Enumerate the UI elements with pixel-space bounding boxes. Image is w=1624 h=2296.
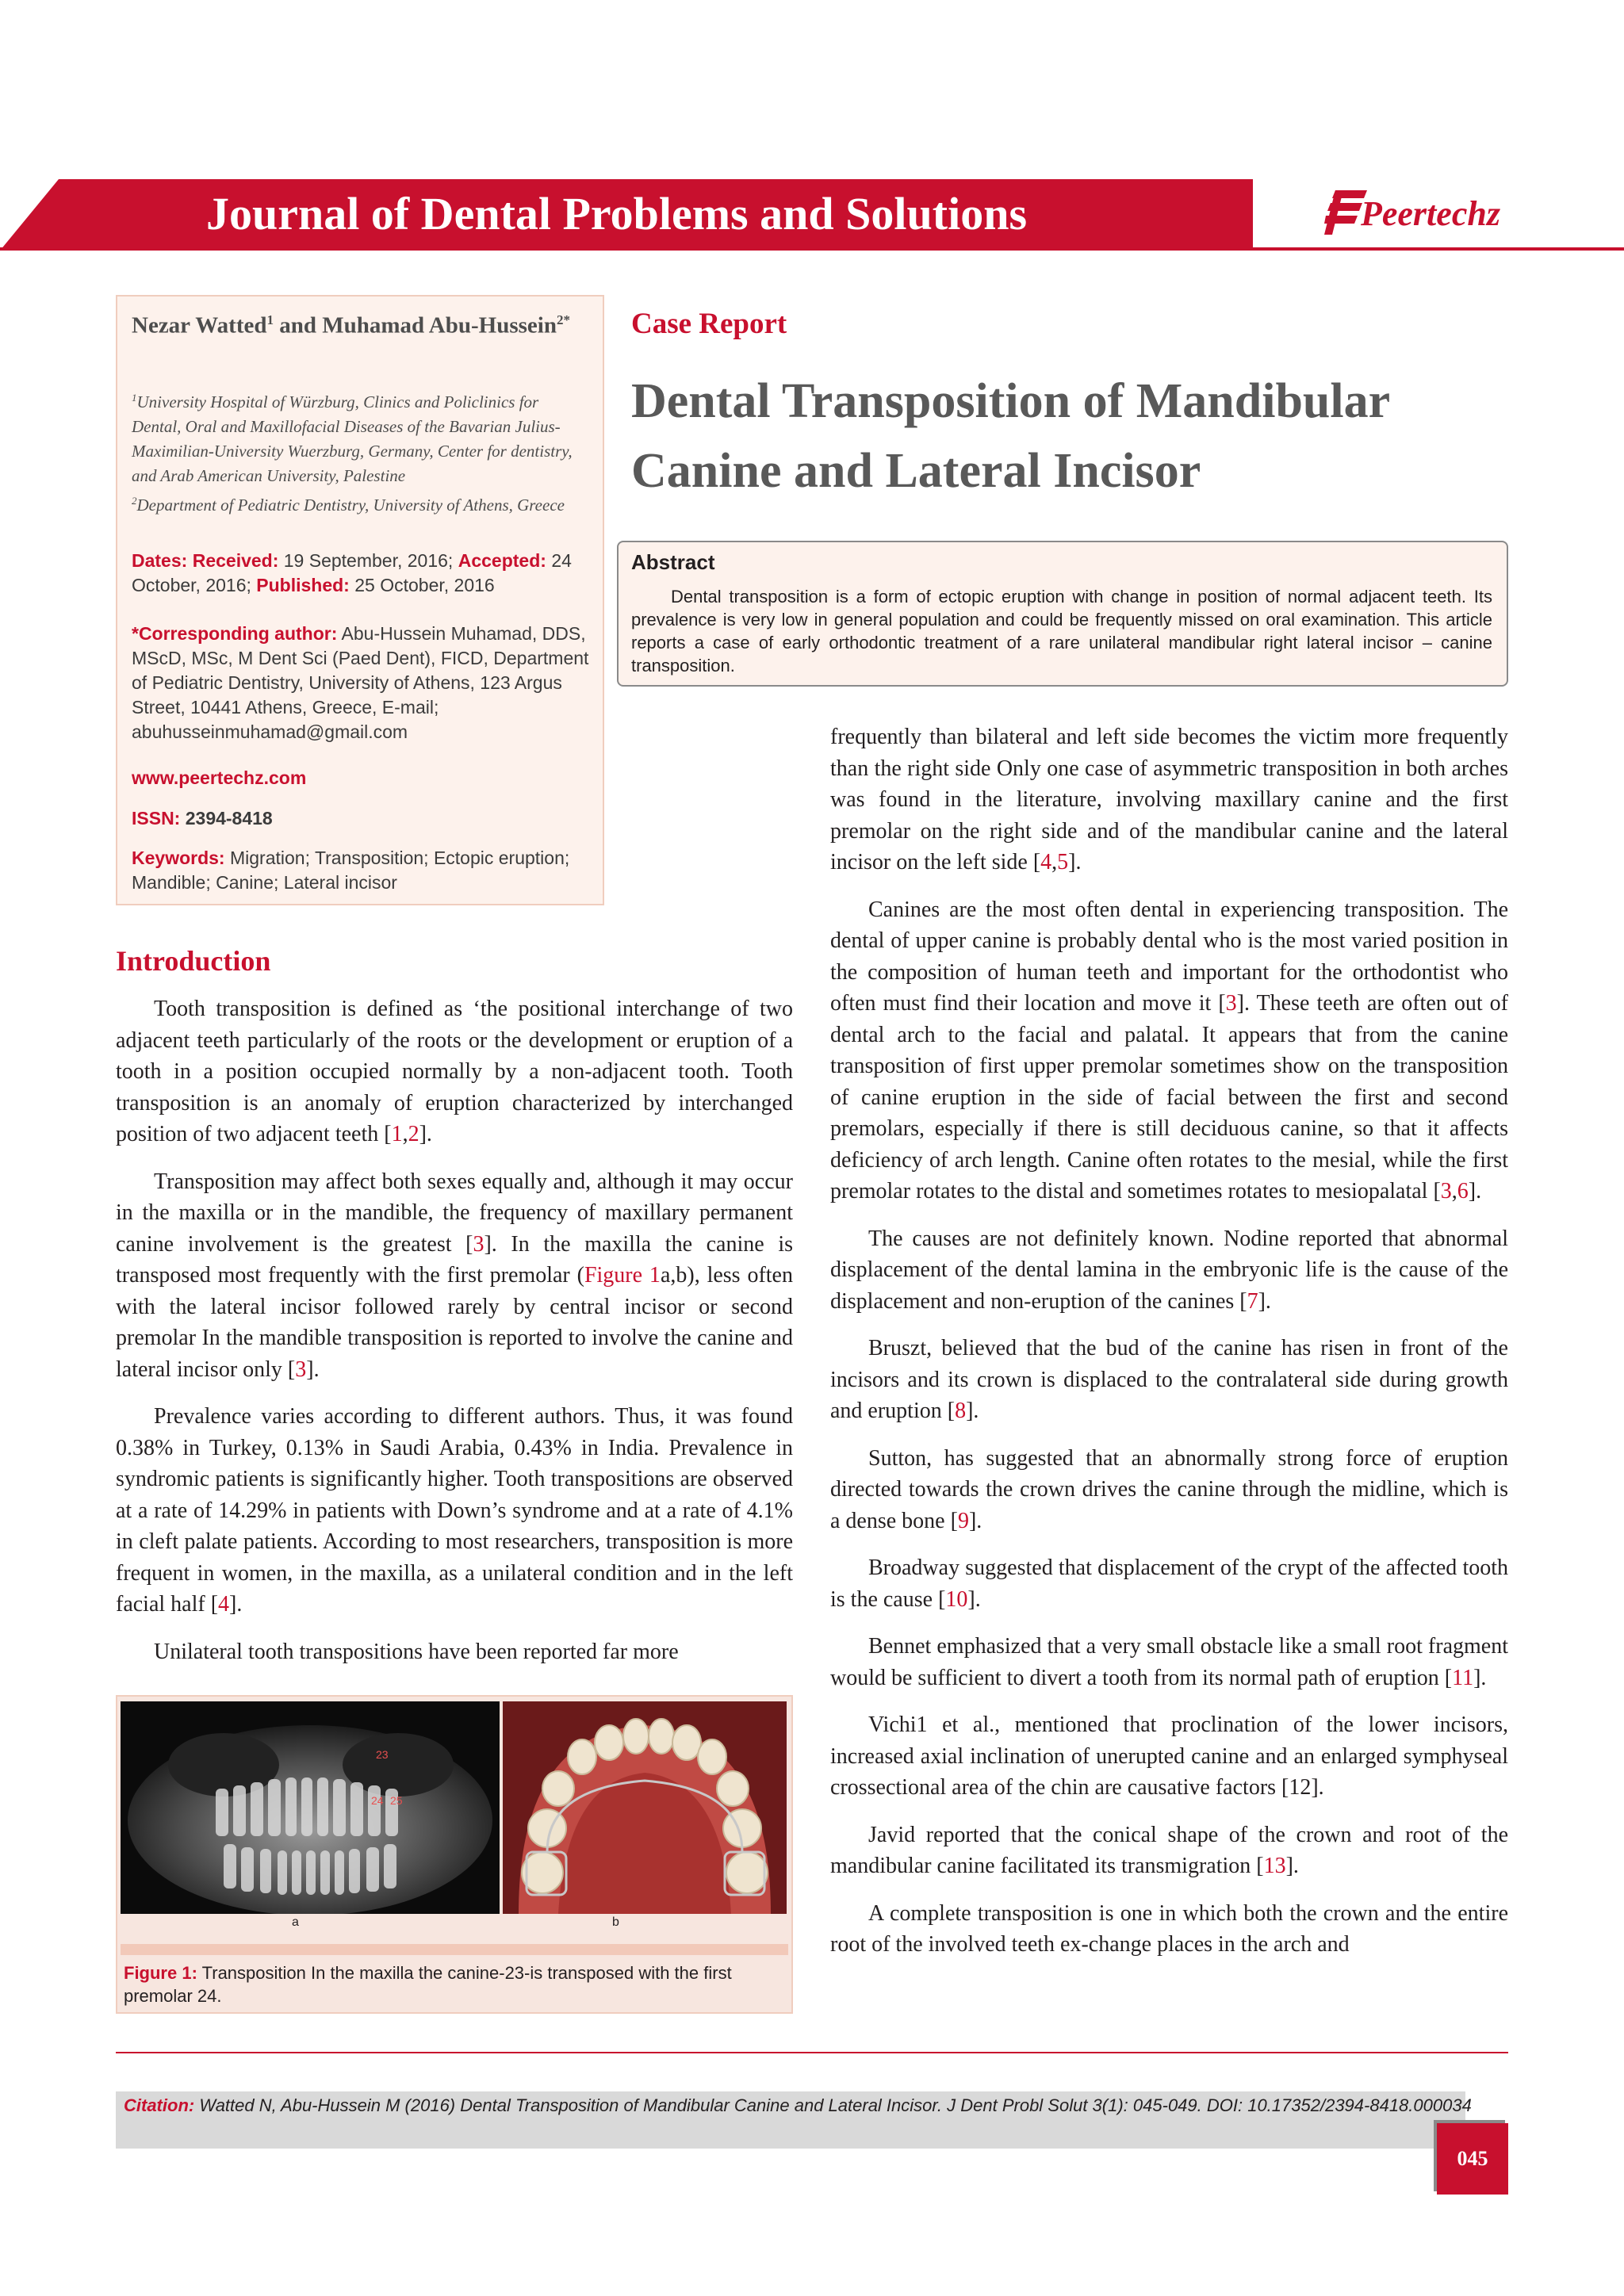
corresponding-label: *Corresponding author:: [132, 623, 338, 644]
text: ].: [1285, 1854, 1299, 1878]
citation-link[interactable]: 2: [408, 1122, 419, 1146]
figure-caption: [124, 1961, 788, 2007]
citation-link[interactable]: 5: [1057, 850, 1069, 874]
keywords-label: Keywords:: [132, 848, 225, 868]
accepted-date: 24 October, 2016;: [132, 550, 572, 595]
paragraph: Tooth transposition is defined as ‘the positional interchange of two adjacent teeth particularly of the roots or the development or eruption of a tooth in a position occupied normally by a non-adjacent tooth. Tooth transposition is an anomaly of eruption characterized by interchanged position of two adjacent teeth [1,2].: [116, 997, 793, 1146]
accepted-label: Accepted:: [458, 550, 546, 571]
received-date: 19 September, 2016;: [283, 550, 454, 571]
corresponding-text: Abu-Hussein Muhamad, DDS, MScD, MSc, M Dent Sci (Paed Dent), FICD, Department of Pediatric Dentistry, University of Athens, 123 Argus Street, 10441 Athens, Greece, E-mail; abuhusseinmuhamad@gmail.com: [132, 623, 589, 742]
text: Bruszt, believed that the bud of the canine has risen in front of the incisors and its crown is displaced to the contralateral side during growth and eruption [: [830, 1336, 1508, 1423]
text: Tooth transposition is defined as ‘the positional interchange of two adjacent teeth particularly of the roots or the development or eruption of a tooth in a position occupied normally by a non-adjacent tooth. Tooth transposition is an anomaly of eruption characterized by interchanged position of two adjacent teeth [: [116, 997, 793, 1146]
publisher-logo: [1316, 184, 1522, 244]
citation-link[interactable]: 7: [1247, 1288, 1258, 1314]
text: ].: [419, 1122, 432, 1146]
published-label: Published:: [256, 575, 350, 595]
panel-label-b: b: [612, 1915, 619, 1929]
paragraph: [830, 1333, 1508, 1427]
affiliations: [132, 385, 592, 518]
panoramic-xray-image: [121, 1701, 500, 1914]
page-number: 045: [1457, 2147, 1488, 2170]
paragraph: [830, 1443, 1508, 1537]
author-name: and Muhamad Abu-Hussein: [273, 312, 557, 339]
text: ].: [1258, 1288, 1271, 1314]
author-list: [132, 304, 576, 342]
dates-label: Dates:: [132, 550, 188, 571]
affiliation-superscript: 1: [132, 392, 137, 404]
affiliation-text: Department of Pediatric Dentistry, University of Athens, Greece: [136, 496, 565, 515]
text: Javid reported that the conical shape of the crown and root of the mandibular canine facilitated its transmigration [: [830, 1822, 1508, 1878]
text: Sutton, has suggested that an abnormally strong force of eruption directed towards the crown drives the canine through the midline, which is a dense bone [: [830, 1445, 1508, 1533]
text: ].: [1468, 1179, 1482, 1203]
publisher-name: Peertechz: [1361, 194, 1500, 233]
citation-text: Watted N, Abu-Hussein M (2016) Dental Transposition of Mandibular Canine and Lateral Incisor. J Dent Probl Solut 3(1): 045-049. DOI: 10.17352/2394-8418.000034: [199, 2095, 1472, 2115]
header-rule: [0, 247, 1624, 251]
footer-rule: [116, 2052, 1508, 2053]
citation-link[interactable]: 9: [957, 1508, 969, 1533]
text: The causes are not definitely known. Nodine reported that abnormal displacement of the dental lamina in the embryonic life is the cause of the displacement and non-eruption of the canines [: [830, 1226, 1508, 1314]
panel-label-a: a: [292, 1915, 299, 1929]
text: ].: [1068, 850, 1082, 874]
citation-link[interactable]: 1: [391, 1122, 403, 1146]
citation-link[interactable]: 3: [473, 1231, 485, 1257]
text: ]. In the maxilla the canine is transposed most frequently with the first premolar (: [116, 1231, 793, 1288]
issn: [132, 806, 592, 831]
author-name: Nezar Watted: [132, 312, 267, 339]
citation-link[interactable]: 8: [955, 1399, 967, 1423]
paragraph: Vichi1 et al., mentioned that proclination of the lower incisors, increased axial inclination of unerupted canine and an enlarged symphyseal crossectional area of the chin are causative factors [12].: [830, 1712, 1508, 1800]
text: Transposition may affect both sexes equally and, although it may occur in the maxilla or in the mandible, the frequency of maxillary permanent canine involvement is the greatest [: [116, 1169, 793, 1257]
left-column: [116, 993, 793, 1683]
citation-link[interactable]: 10: [945, 1586, 968, 1612]
text: ].: [966, 1399, 979, 1423]
affiliation-text: University Hospital of Würzburg, Clinics and Policlinics for Dental, Oral and Maxillofacial Diseases of the Bavarian Julius-Maximilian-University Wuerzburg, Germany, Center for dentistry, and Arab American University, Palestine: [132, 392, 573, 485]
text: frequently than bilateral and left side becomes the victim more frequently than the right side Only one case of asymmetric transposition in both arches was found in the literature, involving maxillary canine and the first premolar on the right side and of the mandibular canine and the lateral incisor on the left side [: [830, 725, 1508, 874]
citation-label: Citation:: [124, 2095, 195, 2115]
article-type: Case Report: [631, 308, 787, 340]
citation-link[interactable]: 11: [1452, 1665, 1474, 1690]
keywords: [132, 846, 592, 895]
citation-link[interactable]: 3: [295, 1357, 307, 1382]
website-link[interactable]: www.peertechz.com: [132, 767, 307, 788]
text: ].: [306, 1357, 320, 1382]
article-title: Dental Transposition of Mandibular Canine and Lateral Incisor: [631, 374, 1390, 498]
citation: [124, 2093, 1472, 2118]
abstract-text: Dental transposition is a form of ectopic eruption with change in position of normal adjacent teeth. Its prevalence is very low in general population and could be frequently missed on oral examination. This article reports a case of early orthodontic treatment of a rare unilateral mandibular right lateral incisor – canine transposition.: [631, 587, 1492, 675]
text: ].: [229, 1592, 243, 1617]
citation-link[interactable]: 3: [1440, 1179, 1452, 1203]
text: ].: [968, 1508, 982, 1533]
citation-link[interactable]: 3: [1225, 991, 1237, 1016]
text: Prevalence varies according to different authors. Thus, it was found 0.38% in Turkey, 0.13% in Saudi Arabia, 0.43% in India. Prevalence in syndromic patients is significantly higher. Tooth transpositions are observed at a rate of 14.29% in patients with Down’s syndrome and at a rate of 4.1% in cleft palate patients. According to most researchers, transposition is more frequent in women, in the maxilla, as a unilateral condition and in the left facial half [: [116, 1404, 793, 1617]
affiliation-superscript: 2: [132, 495, 137, 507]
issn-value: 2394-8418: [185, 808, 273, 828]
keywords-text: Migration; Transposition; Ectopic eruption; Mandible; Canine; Lateral incisor: [132, 848, 570, 893]
text: ].: [967, 1586, 981, 1612]
author-superscript: 1: [266, 312, 274, 327]
paragraph: [116, 1401, 793, 1621]
paragraph: Unilateral tooth transpositions have been reported far more: [154, 1639, 679, 1664]
text: Bennet emphasized that a very small obstacle like a small root fragment would be sufficient to divert a tooth from its normal path of eruption [: [830, 1634, 1508, 1690]
figure-caption-text: Transposition In the maxilla the canine-23-is transposed with the first premolar 24.: [124, 1963, 732, 2006]
paragraph: frequently than bilateral and left side becomes the victim more frequently than the right side Only one case of asymmetric transposition in both arches was found in the literature, involving maxillary canine and the first premolar on the right side and of the mandibular canine and the lateral incisor on the left side [4,5].: [830, 725, 1508, 874]
intraoral-photo-image: [503, 1701, 787, 1914]
section-heading-introduction: Introduction: [116, 945, 271, 977]
text: ]. These teeth are often out of dental arch to the facial and palatal. It appears that from the canine transposition of first upper premolar sometimes show on the transposition of canine eruption in the side of facial between the first and second premolars, especially if there is still deciduous canine, so that it affects deficiency of arch length. Canine often rotates to the mesial, while the first premolar rotates to the distal and sometimes rotates to mesiopalatal [: [830, 991, 1508, 1203]
text: Broadway suggested that displacement of the crypt of the affected tooth is the cause [: [830, 1556, 1508, 1612]
figure-divider: [121, 1944, 788, 1955]
text: a,b), less often with the lateral incisor followed rarely by central incisor or second premolar In the mandible transposition is reported to involve the canine and lateral incisor only [: [116, 1263, 793, 1382]
paragraph: [830, 1223, 1508, 1318]
received-label: Received:: [192, 550, 279, 571]
journal-title: Journal of Dental Problems and Solutions: [206, 188, 1028, 239]
article-dates: [132, 549, 592, 598]
paragraph: [830, 1631, 1508, 1693]
corresponding-author: [132, 622, 592, 744]
author-superscript: 2*: [556, 312, 570, 327]
paragraph: [116, 1166, 793, 1386]
issn-label: ISSN:: [132, 808, 181, 828]
tooth-label-25: 25: [390, 1794, 403, 1807]
right-column: [830, 721, 1508, 1976]
citation-link[interactable]: 4: [1040, 850, 1052, 874]
citation-link[interactable]: 4: [218, 1592, 230, 1617]
tooth-label-23: 23: [376, 1748, 389, 1761]
citation-link[interactable]: 6: [1457, 1179, 1469, 1203]
figure-caption-label: Figure 1:: [124, 1963, 197, 1983]
paragraph: [830, 1552, 1508, 1615]
text: Canines are the most often dental in experiencing transposition. The dental of upper canine is probably dental who is the most varied position in the composition of human teeth and important for the orthodontist who often must find their location and move it [: [830, 897, 1508, 1016]
tooth-label-24: 24: [371, 1794, 384, 1807]
paragraph: A complete transposition is one in which both the crown and the entire root of the involved teeth ex-change places in the arch and: [830, 1900, 1508, 1957]
published-date: 25 October, 2016: [354, 575, 495, 595]
figure-link[interactable]: Figure 1: [584, 1263, 661, 1288]
citation-link[interactable]: 13: [1263, 1854, 1286, 1878]
text: ].: [1473, 1665, 1487, 1690]
paragraph: [830, 1820, 1508, 1882]
abstract-heading: Abstract: [631, 550, 715, 574]
paragraph: Canines are the most often dental in experiencing transposition. The dental of upper canine is probably dental who is the most varied position in the composition of human teeth and important for the orthodontist who often must find their location and move it [3]. These teeth are often out of dental arch to the facial and palatal. It appears that from the canine transposition of first upper premolar sometimes show on the transposition of canine eruption in the side of facial between the first and second premolars, especially if there is still deciduous canine, so that it affects deficiency of arch length. Canine often rotates to the mesial, while the first premolar rotates to the distal and sometimes rotates to mesiopalatal [3,6].: [830, 897, 1508, 1203]
